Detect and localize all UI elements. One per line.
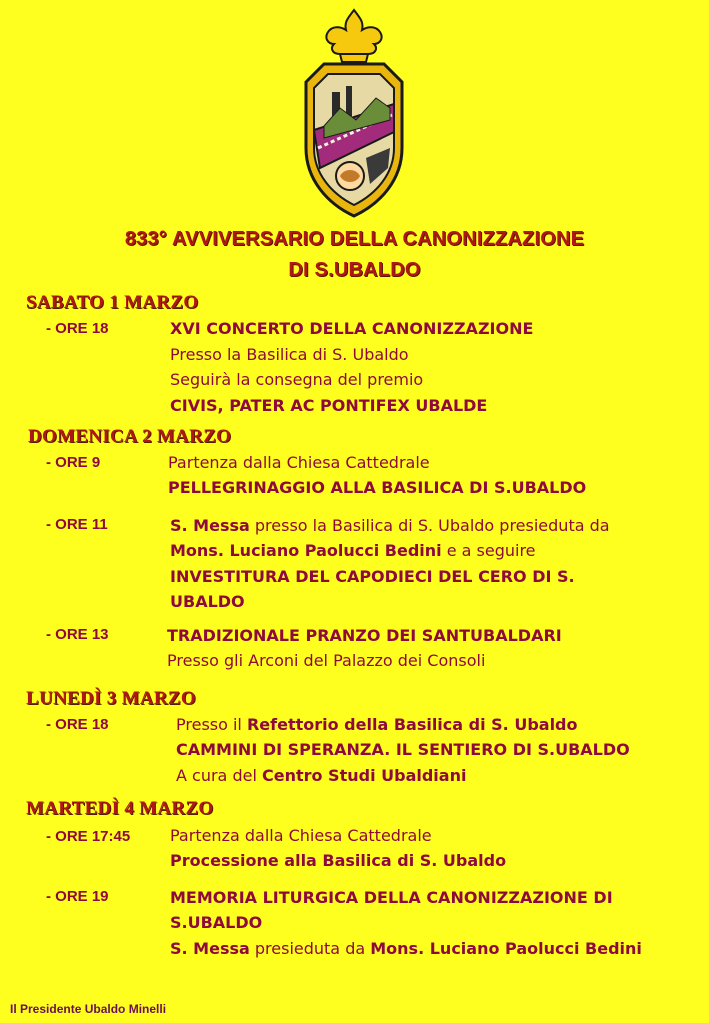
event-time: - ORE 9 [46,454,101,471]
event-line: Partenza dalla Chiesa Cattedrale [168,453,430,472]
event-line [176,766,466,786]
event-line-strong: Centro Studi Ubaldiani [261,766,467,785]
footer-signature: Il Presidente Ubaldo Minelli [10,1002,167,1016]
event-line-text: e a seguire [441,541,536,560]
event-line-text: presso la Basilica di S. Ubaldo presieduta da [249,516,610,535]
event-line-strong: Refettorio della Basilica di S. Ubaldo [246,715,578,734]
event-line: Presso la Basilica di S. Ubaldo [170,345,409,364]
event-line-text: Presso il [176,715,247,734]
event-line: CAMMINI DI SPERANZA. IL SENTIERO DI S.UBALDO [176,740,630,759]
event-time: - ORE 17:45 [46,828,131,845]
event-line: Seguirà la consegna del premio [170,370,424,389]
coat-of-arms-icon [300,8,408,220]
event-line: PELLEGRINAGGIO ALLA BASILICA DI S.UBALDO [168,478,587,497]
event-time: - ORE 13 [46,626,109,643]
event-line [170,516,610,536]
event-line-strong: S. Messa [170,939,250,958]
event-line: Processione alla Basilica di S. Ubaldo [170,851,507,870]
event-time: - ORE 19 [46,888,109,905]
event-line [170,541,536,561]
day-heading: LUNEDÌ 3 MARZO [26,688,196,709]
event-line: XVI CONCERTO DELLA CANONIZZAZIONE [170,319,534,338]
event-line: S.UBALDO [170,913,263,932]
event-line-text: presieduta da [249,939,371,958]
event-line: Presso gli Arconi del Palazzo dei Consoli [167,651,486,670]
day-heading: SABATO 1 MARZO [26,292,199,313]
event-line: MEMORIA LITURGICA DELLA CANONIZZAZIONE DI [170,888,613,907]
event-line-strong: S. Messa [170,516,250,535]
day-heading: MARTEDÌ 4 MARZO [26,798,214,819]
event-line [176,715,578,735]
event-line-strong: Mons. Luciano Paolucci Bedini [170,541,442,560]
page-title: 833° AVVIVERSARIO DELLA CANONIZZAZIONE [124,228,585,250]
event-line: Partenza dalla Chiesa Cattedrale [170,826,432,845]
event-line [170,939,642,959]
day-heading: DOMENICA 2 MARZO [28,426,232,447]
event-line: CIVIS, PATER AC PONTIFEX UBALDE [170,396,488,415]
event-time: - ORE 18 [46,716,109,733]
event-line: INVESTITURA DEL CAPODIECI DEL CERO DI S. [170,567,575,586]
event-line: TRADIZIONALE PRANZO DEI SANTUBALDARI [167,626,562,645]
event-line-strong: Mons. Luciano Paolucci Bedini [370,939,642,958]
event-line-text: A cura del [176,766,262,785]
event-time: - ORE 11 [46,516,108,533]
event-time: - ORE 18 [46,320,109,337]
event-line: UBALDO [170,592,245,611]
page-subtitle: DI S.UBALDO [288,259,421,281]
